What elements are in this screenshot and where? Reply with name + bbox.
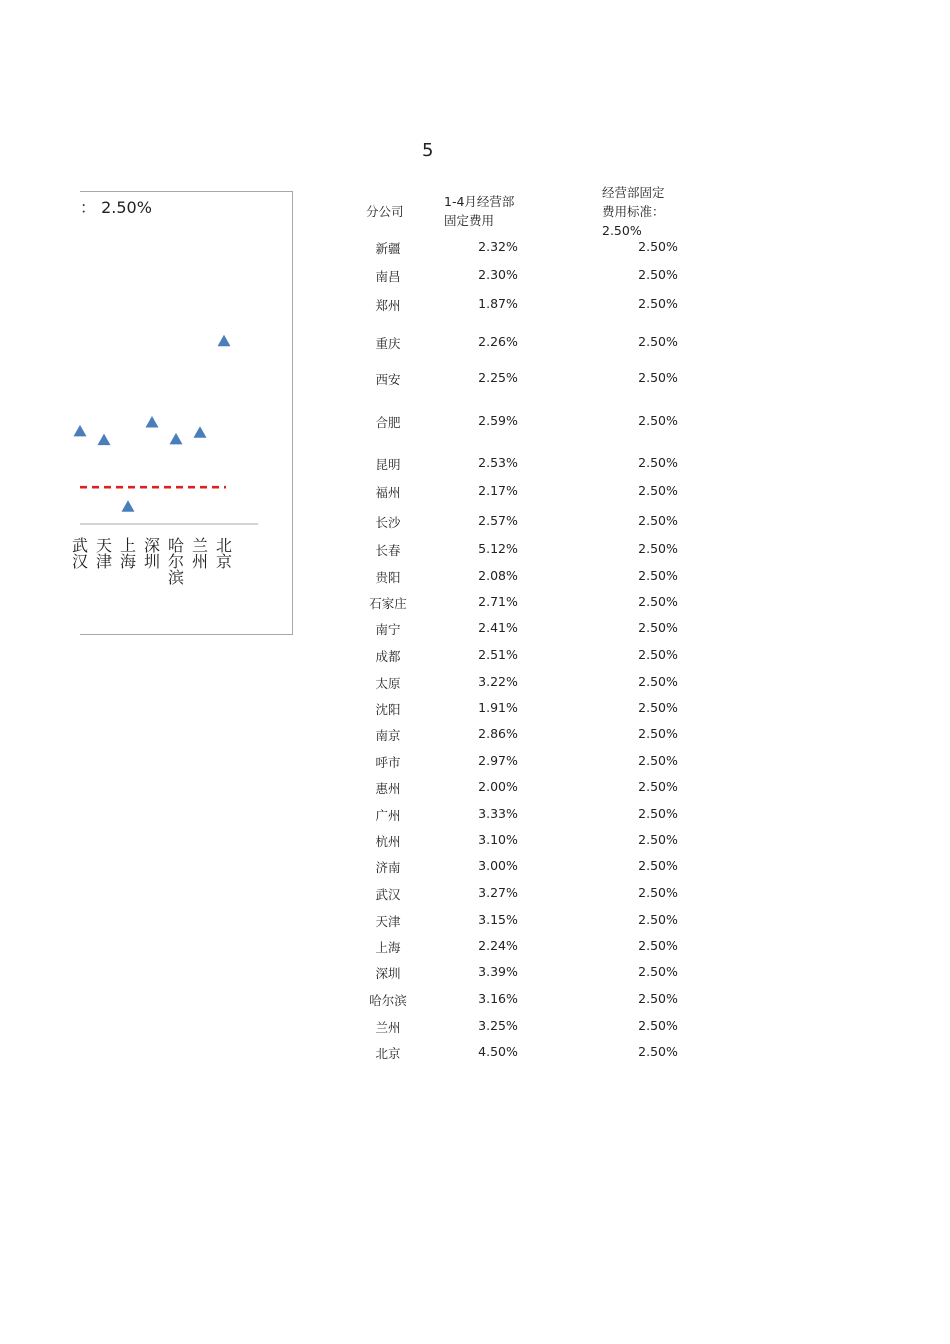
table-cell-standard: 2.50% <box>638 700 678 715</box>
table-cell-branch: 广州 <box>375 808 401 823</box>
table-cell-standard: 2.50% <box>638 513 678 528</box>
table-cell-standard: 2.50% <box>638 483 678 498</box>
table-cell-value: 2.71% <box>478 594 518 609</box>
data-point <box>146 416 159 428</box>
table-cell-value: 2.24% <box>478 938 518 953</box>
table-cell-standard: 2.50% <box>638 912 678 927</box>
table-cell-value: 2.41% <box>478 620 518 635</box>
page-number: 5 <box>422 140 434 161</box>
table-cell-standard: 2.50% <box>638 620 678 635</box>
table-cell-value: 3.16% <box>478 991 518 1006</box>
x-tick-label: 兰州 <box>191 536 209 571</box>
table-cell-standard: 2.50% <box>638 239 678 254</box>
table-cell-standard: 2.50% <box>638 1044 678 1059</box>
chart-svg <box>71 192 292 634</box>
data-point <box>218 335 231 347</box>
table-cell-branch: 贵阳 <box>375 570 401 585</box>
table-cell-branch: 石家庄 <box>369 596 407 611</box>
table-cell-standard: 2.50% <box>638 267 678 282</box>
table-cell-standard: 2.50% <box>638 647 678 662</box>
chart-title-fragment: ： 2.50% <box>80 198 152 217</box>
scatter-chart <box>71 191 293 635</box>
table-cell-value: 3.00% <box>478 858 518 873</box>
table-cell-branch: 杭州 <box>375 834 401 849</box>
table-cell-standard: 2.50% <box>638 674 678 689</box>
data-table <box>340 185 740 1070</box>
table-cell-value: 3.33% <box>478 806 518 821</box>
header-standard-clip <box>602 185 676 238</box>
data-point <box>74 425 87 437</box>
table-cell-value: 5.12% <box>478 541 518 556</box>
table-cell-standard: 2.50% <box>638 885 678 900</box>
table-cell-value: 2.25% <box>478 370 518 385</box>
table-cell-value: 2.17% <box>478 483 518 498</box>
table-cell-standard: 2.50% <box>638 541 678 556</box>
table-cell-value: 2.00% <box>478 779 518 794</box>
table-cell-branch: 昆明 <box>375 457 401 472</box>
table-cell-branch: 武汉 <box>375 887 401 902</box>
table-cell-value: 2.32% <box>478 239 518 254</box>
table-cell-branch: 南昌 <box>375 269 401 284</box>
table-cell-standard: 2.50% <box>638 753 678 768</box>
table-cell-value: 2.97% <box>478 753 518 768</box>
table-cell-value: 2.08% <box>478 568 518 583</box>
table-cell-branch: 天津 <box>375 914 401 929</box>
table-cell-standard: 2.50% <box>638 594 678 609</box>
header-branch: 分公司 <box>366 204 404 219</box>
table-cell-standard: 2.50% <box>638 726 678 741</box>
table-cell-standard: 2.50% <box>638 858 678 873</box>
x-tick-label: 上海 <box>119 536 137 571</box>
data-point <box>98 434 111 446</box>
data-point <box>170 433 183 445</box>
table-cell-branch: 合肥 <box>375 415 401 430</box>
x-tick-label: 哈尔滨 <box>167 536 185 587</box>
table-cell-value: 2.30% <box>478 267 518 282</box>
table-cell-standard: 2.50% <box>638 1018 678 1033</box>
table-cell-value: 2.57% <box>478 513 518 528</box>
table-cell-standard: 2.50% <box>638 568 678 583</box>
table-cell-branch: 重庆 <box>375 336 401 351</box>
table-cell-branch: 长沙 <box>375 515 401 530</box>
table-cell-standard: 2.50% <box>638 806 678 821</box>
table-cell-standard: 2.50% <box>638 832 678 847</box>
table-cell-branch: 福州 <box>375 485 401 500</box>
table-cell-branch: 太原 <box>375 676 401 691</box>
table-cell-value: 3.22% <box>478 674 518 689</box>
x-tick-label: 深圳 <box>143 536 161 571</box>
header-actual: 1-4月经营部固定费用 <box>444 194 515 228</box>
table-cell-standard: 2.50% <box>638 413 678 428</box>
table-cell-standard: 2.50% <box>638 455 678 470</box>
table-cell-value: 3.25% <box>478 1018 518 1033</box>
table-cell-value: 3.27% <box>478 885 518 900</box>
table-cell-branch: 新疆 <box>375 241 401 256</box>
table-cell-branch: 南京 <box>375 728 401 743</box>
table-cell-branch: 北京 <box>375 1046 401 1061</box>
x-tick-label: 天津 <box>95 536 113 571</box>
x-tick-label: 武汉 <box>71 536 89 571</box>
table-cell-value: 2.26% <box>478 334 518 349</box>
table-cell-branch: 沈阳 <box>375 702 401 717</box>
x-tick-label: 北京 <box>215 536 233 571</box>
table-cell-branch: 南宁 <box>375 622 401 637</box>
table-cell-branch: 郑州 <box>375 298 401 313</box>
table-cell-value: 1.87% <box>478 296 518 311</box>
table-cell-standard: 2.50% <box>638 779 678 794</box>
table-cell-branch: 上海 <box>375 940 401 955</box>
table-cell-branch: 深圳 <box>375 966 401 981</box>
data-point <box>194 426 207 438</box>
table-cell-branch: 哈尔滨 <box>369 993 407 1008</box>
table-cell-standard: 2.50% <box>638 991 678 1006</box>
table-cell-standard: 2.50% <box>638 296 678 311</box>
table-cell-value: 2.53% <box>478 455 518 470</box>
table-cell-standard: 2.50% <box>638 370 678 385</box>
table-cell-branch: 惠州 <box>375 781 401 796</box>
table-cell-value: 3.15% <box>478 912 518 927</box>
table-cell-branch: 西安 <box>375 372 401 387</box>
table-cell-value: 2.51% <box>478 647 518 662</box>
table-cell-value: 1.91% <box>478 700 518 715</box>
table-cell-standard: 2.50% <box>638 964 678 979</box>
table-cell-value: 2.59% <box>478 413 518 428</box>
data-point <box>122 500 135 512</box>
table-cell-branch: 呼市 <box>375 755 401 770</box>
table-cell-value: 4.50% <box>478 1044 518 1059</box>
table-cell-branch: 成都 <box>375 649 401 664</box>
table-cell-branch: 济南 <box>375 860 401 875</box>
table-cell-value: 3.39% <box>478 964 518 979</box>
header-standard: 经营部固定费用标准：2.50% <box>602 185 665 238</box>
table-cell-value: 2.86% <box>478 726 518 741</box>
table-cell-branch: 长春 <box>375 543 401 558</box>
table-cell-standard: 2.50% <box>638 334 678 349</box>
table-cell-standard: 2.50% <box>638 938 678 953</box>
table-cell-branch: 兰州 <box>375 1020 401 1035</box>
table-cell-value: 3.10% <box>478 832 518 847</box>
